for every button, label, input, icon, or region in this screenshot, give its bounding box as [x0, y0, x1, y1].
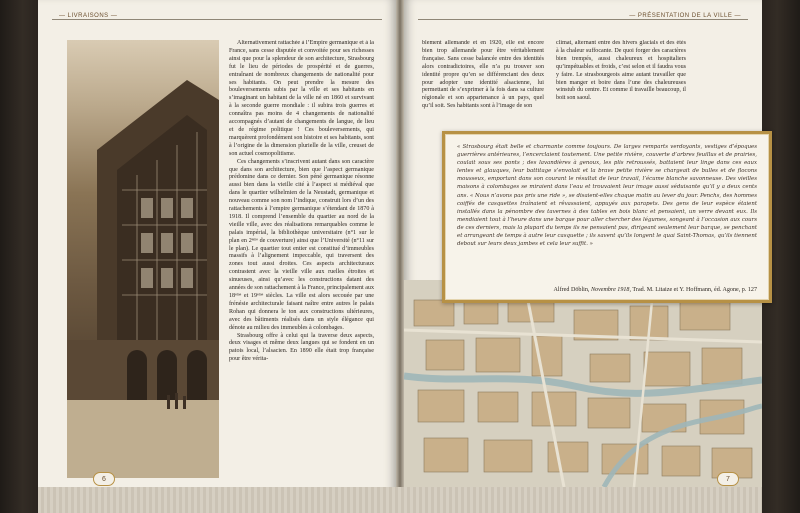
right-header-rule [418, 19, 748, 20]
quote-text: « Strasbourg était belle et charmante comme toujours. De larges remparts verdoyants, vestiges d’époques guerrières antérieures, l’encerclaient toutement. Une petite rivière, couverte d’arbres feuillus et de prairies, coulait sous ses ponts ; des lavandières à genoux, les plis retroussés, battaient leur linge dans ces eaux lentes et glauques, leur battitage s’envolait et la brave petite rivière se chargeait de bulles et de flocons mousseux, emportant dans son courant le résultat de leur travail, l’écume blanche savonneuse. Des vieilles maisons à colombages se miraient dans l’eau et trouvaient leur image aussi séduisante qu’il y a deux cents ans. « Nous n’avons pas pris une ride », se disaient-elles chaque matin au lever du jour. Penchs, des hommes coiffés de casquettes traînaient et rêvassaient, appuyés aux parapets. Des gens de leur espèce étaient installés dans la pénombre des tavernes à des tables en bois blanc et pensaient, un verre devant eux. Ils mendiaient tout à l’heure dans une barque pour aller chercher des légumes, songeant à l’occasion aux cours de ces derniers, mais la plupart du temps ils ne pensaient pas, dirigeant seulement leur barque, se penchant et arrangeant de temps à autre leur casquette ; ils savent qu’ils longent le quai Saint-Thomas, qu’ils tiennent debout sur leurs deux jambes et cela leur suffit. » [457, 144, 757, 248]
left-page-body-text [229, 40, 374, 480]
right-page-number: 7 [717, 472, 739, 486]
left-paragraph-2: Ces changements s’inscrivent autant dans son caractère que dans son architecture, bien que l’aspect germanique prédomine dans ce dernier. Son péné germanique résonne aussi bien dans la vieille cité à l’aspect si médiéval que dans le quartier wilhelmien de la Neustadt, germanique et nouveau comme son nom l’indique, construit lors d’un des rattachements à l’empire germanique s’étendant de 1870 à 1918. Il comprend l’ensemble du quartier au nord de la vieille ville, avec des réalisations remarquables comme le palais impérial, la bibliothèque universitaire (n°1 sur le plan en 2ᵉᵐᵉ de couverture) ainsi que l’Université (n°11 sur le plan). Le quartier tout entier est constitué d’immeubles massifs à l’alignement impeccable, qui traversent des zones tout aussi droites. Ces aspects architecturaux contrastent avec la vieille ville aux ruelles étroites et sinueuses, ainsi qu’avec les constructions datant des années de son rattachement à la France, principalement aux 18ᵉᵐᵉ et 19ᵉᵐᵉ siècles. La ville est alors secouée par une frénésie architecturale faisant naître entre autres le palais Rohan qui donnera le ton aux constructions ultérieures, avec des bâtiments réalisés dans un style élégance qui dénote au milieu des immeubles à colombages. [229, 158, 374, 331]
left-header-rule [52, 19, 382, 20]
book-edge-left [0, 0, 38, 513]
right-running-head: — PRÉSENTATION DE LA VILLE — [626, 13, 744, 19]
quote-citation-author: Alfred Döblin, [553, 287, 590, 293]
quote-box [442, 131, 772, 303]
page-bottom-edge [38, 487, 762, 513]
half-timbered-house-photo [67, 40, 219, 478]
left-paragraph-3: Strasbourg offre à celui qui la traverse deux aspects, deux visages et même deux langues qui se fondent en un patois local, l’alsacien. En 1890 elle était trop française pour être vérita- [229, 332, 374, 363]
book-gutter [396, 0, 404, 505]
left-running-head: — LIVRAISONS — [56, 13, 120, 19]
left-page-number: 6 [93, 472, 115, 486]
quote-citation-title: Novembre 1918, [590, 287, 632, 293]
left-paragraph-1: Alternativement rattachée à l’Empire germanique et à la France, sans cesse disputée et convoitée pour ses richesses ainsi que pour la splendeur de son architecture, Strasbourg fut le lieu de périodes de prospérité et de guerres, entraînant de nombreux changements de nationalité pour ses habitants. On peut prendre la mesure des bouleversements subis par la ville et ses habitants en s’imaginant un habitant de la ville né en 1860 et survivant à la seconde guerre mondiale : il subira trois guerres et connaîtra pas moins de 4 changements de nationalité accompagnés d’autant de changements de langue, de lieu et de régime politique ! Ces bouleversements, qui marquèrent profondément son histoire et ses habitants, sont à l’origine de la dimension plurielle de la ville, creuset de son actuel cosmopolitisme. [229, 40, 374, 157]
right-column-2-text: climat, alternant entre des hivers glacials et des étés à la chaleur suffocante. De quoi forger des caractères bien trempés, aussi chaleureux et hospitaliers qu’impétuables et froids, c’est selon et il faudra vous y faire. Le strasbourgeois aime autant travailler que bien manger et boire dans l’une des chaleureuses winstub du centre. Et comme il travaille beaucoup, il boit son saoul. [556, 40, 686, 102]
quote-citation-details: Trad. M. Litaize et Y. Hoffmann, éd. Agone, p. 127 [631, 287, 757, 293]
quote-citation [554, 287, 757, 293]
old-city-map [404, 280, 762, 487]
house-illustration [67, 40, 219, 478]
map-illustration [404, 280, 762, 487]
right-column-1-text: blement allemande et en 1920, elle est encore bien trop allemande pour être véritablement française. Sans cesse balancée entre des identités alors contradictoires, elle n’a pu trouver son identité propre qu’en se différenciant des deux pour adopter une identité alsacienne, lui permettant de s’exprimer à la fois dans sa culture régionale et son appartenance à un pays, quel qu’il soit. Ses habitants sont à l’image de son [422, 40, 544, 110]
left-page [38, 0, 396, 505]
